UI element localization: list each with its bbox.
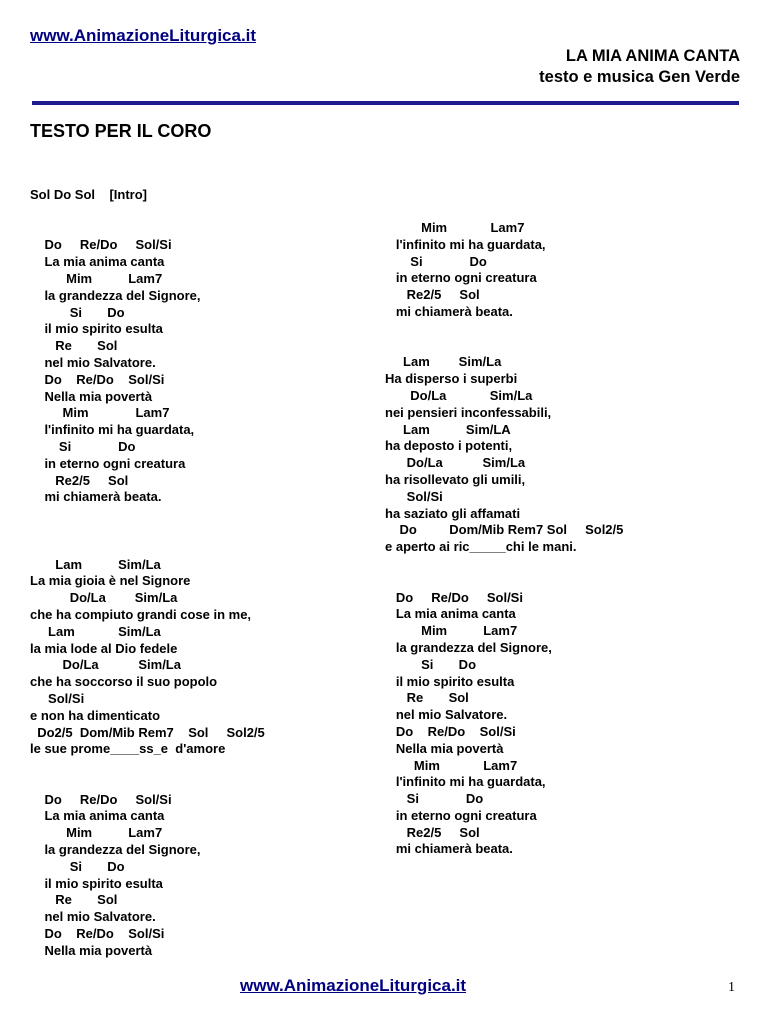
lyric-line: Re2/5 Sol — [385, 287, 480, 303]
lyric-line: Sol/Si — [30, 690, 85, 706]
lyric-line: Do Re/Do Sol/Si — [30, 371, 165, 387]
lyric-line: il mio spirito esulta — [30, 321, 163, 337]
lyric-line: Nella mia povertà — [30, 388, 153, 404]
lyric-line: che ha compiuto grandi cose in me, — [30, 606, 252, 622]
lyric-line: Do2/5 Dom/Mib Rem7 Sol Sol2/5 — [30, 724, 265, 740]
lyric-line: Re2/5 Sol — [385, 824, 480, 840]
lyric-line: Ha disperso i superbi — [385, 371, 518, 387]
lyrics-column-left — [30, 187, 265, 960]
lyric-line: Mim Lam7 — [30, 825, 163, 841]
lyric-line: l'infinito mi ha guardata, — [385, 774, 546, 790]
lyric-line: mi chiamerà beata. — [385, 303, 513, 319]
lyric-line: Mim Lam7 — [385, 623, 518, 639]
lyric-line: Do/La Sim/La — [30, 657, 181, 673]
page-number: 1 — [728, 980, 735, 995]
lyric-line: Mim Lam7 — [30, 405, 170, 421]
lyric-line: in eterno ogni creatura — [385, 270, 537, 286]
lyric-line: Re Sol — [385, 690, 469, 706]
lyric-line: Mim Lam7 — [385, 757, 518, 773]
lyric-line: le sue prome____ss_e d'amore — [30, 741, 226, 757]
site-link-footer[interactable]: www.AnimazioneLiturgica.it — [240, 976, 467, 995]
lyric-line: in eterno ogni creatura — [30, 455, 186, 471]
lyric-line: Lam Sim/La — [30, 556, 161, 572]
lyric-line: Re Sol — [30, 892, 118, 908]
lyric-line: Nella mia povertà — [30, 942, 153, 958]
lyric-line: nel mio Salvatore. — [30, 909, 156, 925]
lyric-line: Do Re/Do Sol/Si — [30, 926, 165, 942]
lyric-line: Si Do — [385, 253, 487, 269]
lyric-line: Si Do — [30, 304, 125, 320]
lyric-line — [30, 523, 265, 540]
lyric-line: Re Sol — [30, 338, 118, 354]
lyric-line: e non ha dimenticato — [30, 707, 161, 723]
lyric-line: la grandezza del Signore, — [30, 287, 201, 303]
lyric-line — [30, 221, 265, 238]
lyric-line: la mia lode al Dio fedele — [30, 640, 178, 656]
site-link-header[interactable]: www.AnimazioneLiturgica.it — [30, 26, 257, 45]
lyric-line: Lam Sim/LA — [385, 421, 511, 437]
lyric-line: Do/La Sim/La — [385, 387, 533, 403]
lyric-line: Mim Lam7 — [385, 220, 525, 235]
lyric-line: ha risollevato gli umili, — [385, 471, 526, 487]
lyric-line: La mia gioia è nel Signore — [30, 573, 191, 589]
lyric-line: Si Do — [385, 656, 477, 672]
lyric-line: Do Re/Do Sol/Si — [385, 589, 523, 605]
lyric-line: l'infinito mi ha guardata, — [30, 422, 195, 438]
lyric-line — [30, 506, 265, 523]
lyric-line: La mia anima canta — [385, 606, 516, 622]
lyric-line: Si Do — [385, 791, 484, 807]
lyric-line: nei pensieri inconfessabili, — [385, 404, 552, 420]
lyric-line: ha saziato gli affamati — [385, 505, 521, 521]
lyric-line — [385, 338, 623, 355]
lyrics-column-right — [385, 220, 623, 858]
lyric-line: la grandezza del Signore, — [30, 842, 201, 858]
lyric-line: Lam Sim/La — [30, 623, 161, 639]
lyric-line — [385, 321, 623, 338]
lyric-line: Sol Do Sol [Intro] — [30, 187, 147, 202]
title-block — [539, 46, 740, 88]
lyric-line: La mia anima canta — [30, 808, 165, 824]
lyric-line: il mio spirito esulta — [385, 673, 515, 689]
lyric-line: Do Re/Do Sol/Si — [385, 723, 516, 739]
lyric-line: in eterno ogni creatura — [385, 807, 537, 823]
header-divider — [32, 101, 739, 105]
lyric-line: nel mio Salvatore. — [30, 354, 156, 370]
lyric-line — [385, 573, 623, 590]
lyric-line: nel mio Salvatore. — [385, 707, 508, 723]
lyric-line: Do/La Sim/La — [30, 590, 178, 606]
section-title: TESTO PER IL CORO — [30, 121, 212, 141]
lyric-line: Do Re/Do Sol/Si — [30, 791, 172, 807]
lyric-line — [385, 556, 623, 573]
lyric-line: il mio spirito esulta — [30, 875, 163, 891]
lyric-line: la grandezza del Signore, — [385, 639, 552, 655]
lyric-line: Si Do — [30, 438, 136, 454]
lyric-line: e aperto ai ric_____chi le mani. — [385, 539, 577, 555]
lyric-line — [30, 775, 265, 792]
lyric-line: Lam Sim/La — [385, 354, 502, 370]
lyric-line: Si Do — [30, 858, 125, 874]
lyric-line: Nella mia povertà — [385, 740, 504, 756]
lyric-line: Do Dom/Mib Rem7 Sol Sol2/5 — [385, 522, 624, 538]
lyric-line: mi chiamerà beata. — [385, 841, 513, 857]
lyric-line — [30, 758, 265, 775]
lyric-line: Do Re/Do Sol/Si — [30, 237, 172, 253]
lyric-line: l'infinito mi ha guardata, — [385, 236, 546, 252]
lyric-line: Sol/Si — [385, 488, 443, 504]
lyric-line: mi chiamerà beata. — [30, 489, 162, 505]
lyric-line — [30, 204, 265, 221]
lyric-line: La mia anima canta — [30, 254, 165, 270]
lyric-line: Mim Lam7 — [30, 270, 163, 286]
lyric-line: Do/La Sim/La — [385, 455, 526, 471]
lyric-line: Re2/5 Sol — [30, 472, 129, 488]
lyric-line: ha deposto i potenti, — [385, 438, 513, 454]
song-title: LA MIA ANIMA CANTA — [565, 47, 740, 65]
lyric-line — [30, 540, 265, 557]
song-credits: testo e musica Gen Verde — [539, 68, 740, 86]
lyric-line: che ha soccorso il suo popolo — [30, 674, 218, 690]
